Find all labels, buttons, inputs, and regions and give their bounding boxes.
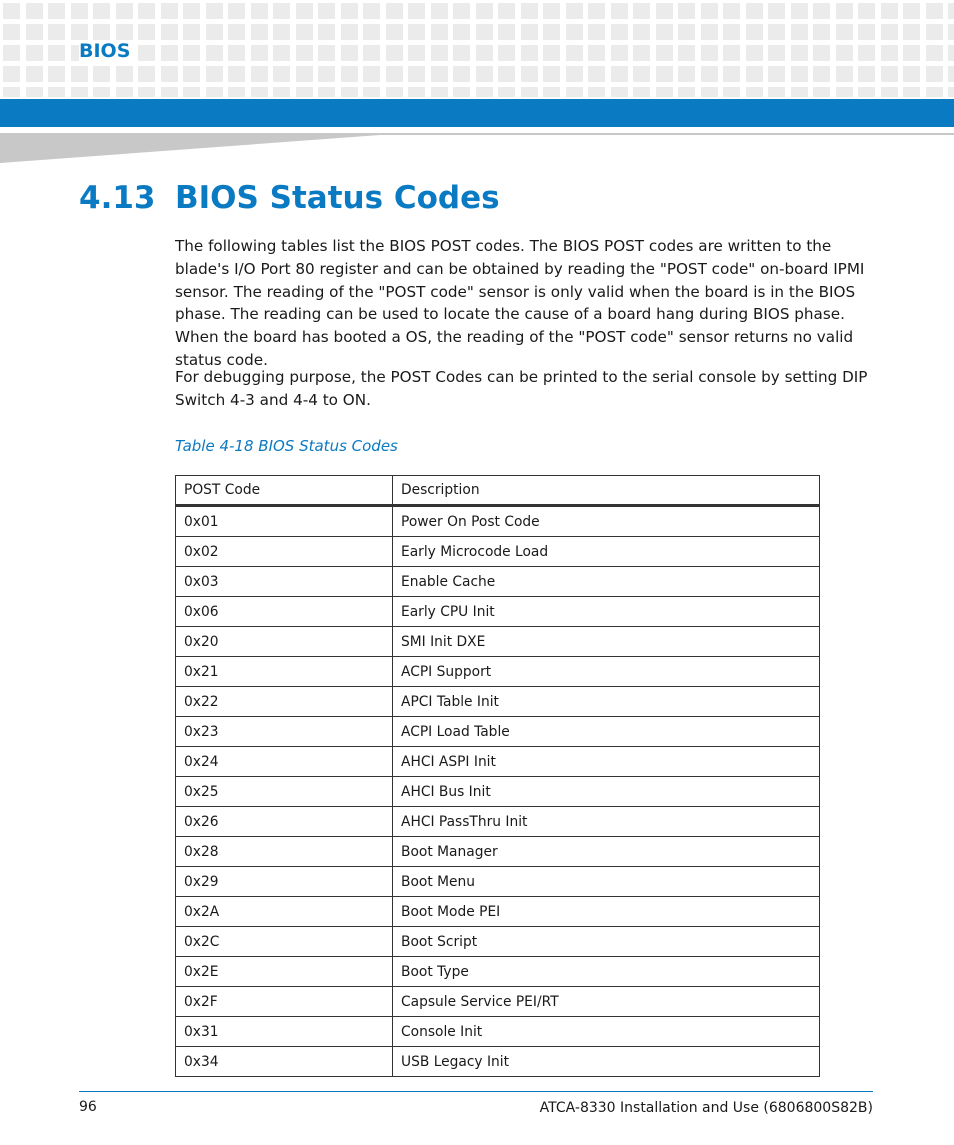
description-cell: ACPI Load Table bbox=[393, 717, 820, 747]
pattern-cell bbox=[26, 45, 43, 61]
header-pattern bbox=[0, 0, 954, 97]
pattern-cell bbox=[678, 3, 695, 19]
description-cell: Capsule Service PEI/RT bbox=[393, 987, 820, 1017]
pattern-cell bbox=[566, 24, 583, 40]
pattern-cell bbox=[476, 87, 493, 97]
pattern-cell bbox=[566, 3, 583, 19]
pattern-cell bbox=[903, 66, 920, 82]
table-row bbox=[176, 627, 820, 657]
pattern-cell bbox=[543, 3, 560, 19]
pattern-cell bbox=[341, 45, 358, 61]
pattern-cell bbox=[543, 45, 560, 61]
description-cell: Boot Mode PEI bbox=[393, 897, 820, 927]
pattern-cell bbox=[588, 66, 605, 82]
table-row bbox=[176, 957, 820, 987]
pattern-cell bbox=[318, 24, 335, 40]
description-cell: Enable Cache bbox=[393, 567, 820, 597]
pattern-cell bbox=[48, 24, 65, 40]
pattern-cell bbox=[183, 24, 200, 40]
chapter-number: 4.13 bbox=[79, 180, 156, 216]
pattern-cell bbox=[296, 45, 313, 61]
pattern-cell bbox=[453, 45, 470, 61]
pattern-cell bbox=[566, 87, 583, 97]
pattern-cell bbox=[228, 45, 245, 61]
table-row bbox=[176, 567, 820, 597]
pattern-cell bbox=[836, 3, 853, 19]
pattern-cell bbox=[858, 3, 875, 19]
pattern-cell bbox=[183, 3, 200, 19]
pattern-cell bbox=[93, 3, 110, 19]
pattern-cell bbox=[206, 3, 223, 19]
pattern-cell bbox=[836, 45, 853, 61]
table-row bbox=[176, 597, 820, 627]
pattern-cell bbox=[71, 66, 88, 82]
pattern-cell bbox=[386, 66, 403, 82]
pattern-cell bbox=[228, 3, 245, 19]
description-cell: Console Init bbox=[393, 1017, 820, 1047]
debug-paragraph: For debugging purpose, the POST Codes can be printed to the serial console by setting DIP Switch 4-3 and 4-4 to ON. bbox=[175, 368, 868, 409]
pattern-cell bbox=[183, 45, 200, 61]
pattern-cell bbox=[791, 87, 808, 97]
column-header-post-code: POST Code bbox=[176, 476, 393, 506]
pattern-cell bbox=[453, 87, 470, 97]
pattern-cell bbox=[363, 87, 380, 97]
table-row bbox=[176, 777, 820, 807]
table-row bbox=[176, 717, 820, 747]
pattern-cell bbox=[881, 3, 898, 19]
pattern-cell bbox=[701, 45, 718, 61]
pattern-cell bbox=[71, 24, 88, 40]
pattern-cell bbox=[206, 66, 223, 82]
pattern-cell bbox=[161, 87, 178, 97]
post-code-cell: 0x28 bbox=[176, 837, 393, 867]
pattern-cell bbox=[386, 45, 403, 61]
table-row bbox=[176, 897, 820, 927]
pattern-cell bbox=[723, 66, 740, 82]
pattern-cell bbox=[408, 3, 425, 19]
pattern-cell bbox=[161, 3, 178, 19]
pattern-cell bbox=[611, 66, 628, 82]
pattern-cell bbox=[408, 45, 425, 61]
pattern-cell bbox=[26, 87, 43, 97]
description-cell: USB Legacy Init bbox=[393, 1047, 820, 1077]
post-code-cell: 0x21 bbox=[176, 657, 393, 687]
pattern-cell bbox=[791, 3, 808, 19]
description-cell: Boot Type bbox=[393, 957, 820, 987]
pattern-cell bbox=[228, 24, 245, 40]
pattern-cell bbox=[791, 24, 808, 40]
pattern-cell bbox=[521, 3, 538, 19]
pattern-cell bbox=[656, 24, 673, 40]
pattern-cell bbox=[408, 66, 425, 82]
pattern-cell bbox=[881, 87, 898, 97]
pattern-cell bbox=[318, 66, 335, 82]
pattern-cell bbox=[836, 24, 853, 40]
pattern-cell bbox=[948, 24, 954, 40]
pattern-cell bbox=[948, 66, 954, 82]
post-code-cell: 0x02 bbox=[176, 537, 393, 567]
pattern-cell bbox=[858, 24, 875, 40]
pattern-cell bbox=[723, 24, 740, 40]
pattern-cell bbox=[296, 3, 313, 19]
pattern-cell bbox=[633, 66, 650, 82]
table-row bbox=[176, 927, 820, 957]
pattern-cell bbox=[678, 87, 695, 97]
pattern-cell bbox=[116, 87, 133, 97]
pattern-cell bbox=[273, 87, 290, 97]
pattern-cell bbox=[476, 3, 493, 19]
pattern-cell bbox=[813, 66, 830, 82]
pattern-cell bbox=[543, 24, 560, 40]
pattern-cell bbox=[723, 3, 740, 19]
pattern-cell bbox=[611, 45, 628, 61]
pattern-cell bbox=[498, 66, 515, 82]
table-row bbox=[176, 747, 820, 777]
pattern-cell bbox=[813, 24, 830, 40]
pattern-cell bbox=[476, 24, 493, 40]
pattern-cell bbox=[138, 87, 155, 97]
table-row bbox=[176, 537, 820, 567]
post-code-cell: 0x2A bbox=[176, 897, 393, 927]
table-row bbox=[176, 987, 820, 1017]
table-row bbox=[176, 837, 820, 867]
post-code-cell: 0x31 bbox=[176, 1017, 393, 1047]
pattern-cell bbox=[26, 3, 43, 19]
chapter-title bbox=[79, 180, 500, 216]
pattern-cell bbox=[161, 45, 178, 61]
pattern-cell bbox=[723, 87, 740, 97]
pattern-cell bbox=[363, 45, 380, 61]
pattern-cell bbox=[476, 66, 493, 82]
pattern-cell bbox=[768, 3, 785, 19]
pattern-cell bbox=[93, 66, 110, 82]
pattern-cell bbox=[521, 87, 538, 97]
pattern-cell bbox=[678, 45, 695, 61]
pattern-cell bbox=[858, 45, 875, 61]
pattern-cell bbox=[791, 45, 808, 61]
pattern-cell bbox=[498, 3, 515, 19]
pattern-cell bbox=[926, 24, 943, 40]
description-cell: Boot Menu bbox=[393, 867, 820, 897]
pattern-cell bbox=[386, 87, 403, 97]
pattern-cell bbox=[273, 24, 290, 40]
description-cell: SMI Init DXE bbox=[393, 627, 820, 657]
pattern-cell bbox=[228, 87, 245, 97]
table-row bbox=[176, 657, 820, 687]
footer-rule bbox=[79, 1091, 873, 1092]
pattern-cell bbox=[813, 3, 830, 19]
post-code-cell: 0x26 bbox=[176, 807, 393, 837]
pattern-cell bbox=[746, 87, 763, 97]
pattern-cell bbox=[903, 3, 920, 19]
pattern-cell bbox=[498, 24, 515, 40]
post-code-cell: 0x2E bbox=[176, 957, 393, 987]
description-cell: Boot Script bbox=[393, 927, 820, 957]
post-code-cell: 0x25 bbox=[176, 777, 393, 807]
description-cell: Early Microcode Load bbox=[393, 537, 820, 567]
description-cell: APCI Table Init bbox=[393, 687, 820, 717]
pattern-cell bbox=[858, 66, 875, 82]
pattern-cell bbox=[836, 66, 853, 82]
pattern-cell bbox=[588, 3, 605, 19]
header-blue-bar bbox=[0, 99, 954, 127]
pattern-cell bbox=[701, 24, 718, 40]
pattern-cell bbox=[251, 66, 268, 82]
pattern-cell bbox=[768, 24, 785, 40]
pattern-cell bbox=[116, 3, 133, 19]
pattern-cell bbox=[588, 45, 605, 61]
pattern-cell bbox=[656, 66, 673, 82]
table-row bbox=[176, 1047, 820, 1077]
pattern-cell bbox=[588, 24, 605, 40]
pattern-cell bbox=[543, 66, 560, 82]
pattern-cell bbox=[228, 66, 245, 82]
pattern-cell bbox=[791, 66, 808, 82]
pattern-cell bbox=[926, 45, 943, 61]
pattern-cell bbox=[746, 3, 763, 19]
pattern-cell bbox=[273, 3, 290, 19]
table-header-row bbox=[176, 476, 820, 506]
pattern-cell bbox=[903, 45, 920, 61]
pattern-cell bbox=[701, 87, 718, 97]
pattern-cell bbox=[251, 3, 268, 19]
pattern-cell bbox=[431, 3, 448, 19]
pattern-cell bbox=[746, 66, 763, 82]
pattern-cell bbox=[948, 87, 954, 97]
pattern-cell bbox=[93, 87, 110, 97]
pattern-cell bbox=[948, 3, 954, 19]
pattern-cell bbox=[386, 3, 403, 19]
section-label: BIOS bbox=[79, 40, 134, 62]
pattern-cell bbox=[633, 45, 650, 61]
description-cell: AHCI Bus Init bbox=[393, 777, 820, 807]
pattern-cell bbox=[566, 66, 583, 82]
pattern-cell bbox=[611, 87, 628, 97]
pattern-cell bbox=[3, 87, 20, 97]
pattern-cell bbox=[48, 66, 65, 82]
pattern-cell bbox=[3, 45, 20, 61]
pattern-cell bbox=[341, 3, 358, 19]
description-cell: AHCI PassThru Init bbox=[393, 807, 820, 837]
pattern-cell bbox=[318, 45, 335, 61]
pattern-cell bbox=[273, 66, 290, 82]
pattern-cell bbox=[656, 87, 673, 97]
column-header-description: Description bbox=[393, 476, 820, 506]
pattern-cell bbox=[633, 24, 650, 40]
post-code-cell: 0x2C bbox=[176, 927, 393, 957]
pattern-cell bbox=[26, 24, 43, 40]
pattern-cell bbox=[318, 3, 335, 19]
pattern-cell bbox=[881, 66, 898, 82]
pattern-cell bbox=[183, 66, 200, 82]
pattern-cell bbox=[476, 45, 493, 61]
pattern-cell bbox=[746, 24, 763, 40]
post-code-cell: 0x01 bbox=[176, 506, 393, 537]
pattern-cell bbox=[431, 45, 448, 61]
pattern-cell bbox=[386, 24, 403, 40]
pattern-cell bbox=[678, 66, 695, 82]
pattern-cell bbox=[296, 87, 313, 97]
table-row bbox=[176, 1017, 820, 1047]
description-cell: Early CPU Init bbox=[393, 597, 820, 627]
post-code-cell: 0x22 bbox=[176, 687, 393, 717]
pattern-cell bbox=[656, 45, 673, 61]
pattern-cell bbox=[408, 24, 425, 40]
pattern-cell bbox=[723, 45, 740, 61]
pattern-cell bbox=[116, 24, 133, 40]
pattern-cell bbox=[453, 66, 470, 82]
pattern-cell bbox=[768, 66, 785, 82]
pattern-cell bbox=[903, 87, 920, 97]
pattern-cell bbox=[926, 87, 943, 97]
table-row bbox=[176, 687, 820, 717]
page-number: 96 bbox=[79, 1099, 97, 1115]
description-cell: AHCI ASPI Init bbox=[393, 747, 820, 777]
pattern-cell bbox=[453, 24, 470, 40]
pattern-cell bbox=[363, 24, 380, 40]
document-reference: ATCA-8330 Installation and Use (6806800S82B) bbox=[539, 1100, 873, 1116]
pattern-cell bbox=[431, 24, 448, 40]
pattern-cell bbox=[408, 87, 425, 97]
pattern-cell bbox=[768, 45, 785, 61]
table-caption: Table 4-18 BIOS Status Codes bbox=[175, 437, 398, 455]
intro-paragraph: The following tables list the BIOS POST codes. The BIOS POST codes are written to the blade's I/O Port 80 register and can be obtained by reading the "POST code" on-board IPMI sensor. The reading of the "POST code" sensor is only valid when the board is in the BIOS phase. The reading can be used to locate the cause of a board hang during BIOS phase. When the board has booted a OS, the reading of the "POST code" sensor returns no valid status code. bbox=[175, 237, 865, 369]
header-gray-wedge bbox=[0, 133, 954, 163]
pattern-cell bbox=[813, 45, 830, 61]
table-row bbox=[176, 807, 820, 837]
pattern-cell bbox=[116, 66, 133, 82]
post-code-cell: 0x23 bbox=[176, 717, 393, 747]
pattern-cell bbox=[948, 45, 954, 61]
pattern-cell bbox=[206, 87, 223, 97]
pattern-cell bbox=[701, 66, 718, 82]
pattern-cell bbox=[633, 3, 650, 19]
pattern-cell bbox=[611, 3, 628, 19]
pattern-cell bbox=[498, 45, 515, 61]
pattern-cell bbox=[521, 24, 538, 40]
description-cell: ACPI Support bbox=[393, 657, 820, 687]
chapter-title-text: BIOS Status Codes bbox=[175, 180, 500, 216]
description-cell: Power On Post Code bbox=[393, 506, 820, 537]
pattern-cell bbox=[656, 3, 673, 19]
pattern-cell bbox=[206, 45, 223, 61]
pattern-cell bbox=[498, 87, 515, 97]
post-code-cell: 0x03 bbox=[176, 567, 393, 597]
pattern-cell bbox=[341, 24, 358, 40]
pattern-cell bbox=[3, 24, 20, 40]
post-code-cell: 0x06 bbox=[176, 597, 393, 627]
pattern-cell bbox=[453, 3, 470, 19]
pattern-cell bbox=[296, 66, 313, 82]
post-code-cell: 0x20 bbox=[176, 627, 393, 657]
pattern-cell bbox=[48, 87, 65, 97]
pattern-cell bbox=[71, 3, 88, 19]
pattern-cell bbox=[588, 87, 605, 97]
pattern-cell bbox=[48, 45, 65, 61]
pattern-cell bbox=[926, 66, 943, 82]
pattern-cell bbox=[161, 66, 178, 82]
pattern-cell bbox=[363, 66, 380, 82]
pattern-cell bbox=[251, 87, 268, 97]
pattern-cell bbox=[138, 66, 155, 82]
table-row bbox=[176, 506, 820, 537]
description-cell: Boot Manager bbox=[393, 837, 820, 867]
pattern-cell bbox=[926, 3, 943, 19]
pattern-cell bbox=[71, 87, 88, 97]
post-code-cell: 0x24 bbox=[176, 747, 393, 777]
post-code-cell: 0x29 bbox=[176, 867, 393, 897]
pattern-cell bbox=[318, 87, 335, 97]
pattern-cell bbox=[341, 66, 358, 82]
pattern-cell bbox=[858, 87, 875, 97]
pattern-cell bbox=[251, 24, 268, 40]
pattern-cell bbox=[48, 3, 65, 19]
pattern-cell bbox=[881, 24, 898, 40]
pattern-cell bbox=[138, 24, 155, 40]
pattern-cell bbox=[138, 45, 155, 61]
bios-status-table bbox=[175, 475, 820, 1077]
pattern-cell bbox=[611, 24, 628, 40]
pattern-cell bbox=[633, 87, 650, 97]
pattern-cell bbox=[363, 3, 380, 19]
pattern-cell bbox=[161, 24, 178, 40]
pattern-cell bbox=[296, 24, 313, 40]
pattern-cell bbox=[566, 45, 583, 61]
pattern-cell bbox=[813, 87, 830, 97]
pattern-cell bbox=[521, 45, 538, 61]
pattern-cell bbox=[903, 24, 920, 40]
pattern-cell bbox=[206, 24, 223, 40]
table-body bbox=[176, 506, 820, 1077]
post-code-cell: 0x2F bbox=[176, 987, 393, 1017]
pattern-cell bbox=[746, 45, 763, 61]
pattern-cell bbox=[138, 3, 155, 19]
pattern-cell bbox=[431, 87, 448, 97]
post-code-cell: 0x34 bbox=[176, 1047, 393, 1077]
pattern-cell bbox=[431, 66, 448, 82]
pattern-cell bbox=[701, 3, 718, 19]
pattern-cell bbox=[3, 3, 20, 19]
pattern-cell bbox=[273, 45, 290, 61]
pattern-cell bbox=[26, 66, 43, 82]
pattern-cell bbox=[768, 87, 785, 97]
pattern-cell bbox=[678, 24, 695, 40]
pattern-cell bbox=[183, 87, 200, 97]
pattern-cell bbox=[341, 87, 358, 97]
pattern-cell bbox=[836, 87, 853, 97]
pattern-cell bbox=[93, 24, 110, 40]
table-row bbox=[176, 867, 820, 897]
pattern-cell bbox=[3, 66, 20, 82]
pattern-cell bbox=[251, 45, 268, 61]
pattern-cell bbox=[521, 66, 538, 82]
pattern-cell bbox=[881, 45, 898, 61]
pattern-cell bbox=[543, 87, 560, 97]
